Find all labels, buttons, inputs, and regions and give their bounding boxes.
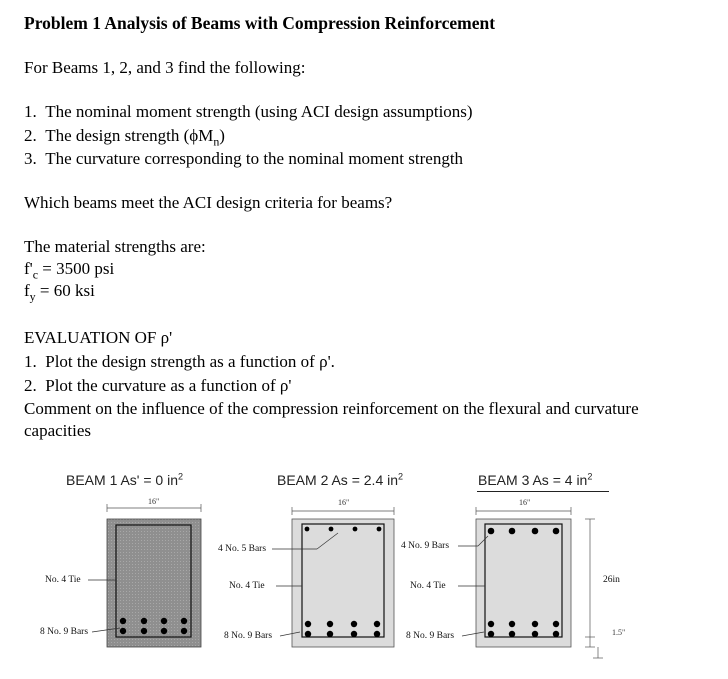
beam-3-tie-label: No. 4 Tie	[410, 581, 446, 591]
fc-prime: '	[29, 259, 33, 278]
beam-3-height-label: 26in	[603, 575, 620, 585]
moment-symbol: M	[198, 126, 214, 145]
fc-value: = 3500 psi	[38, 259, 115, 278]
caption-exponent: 2	[587, 471, 593, 482]
moment-subscript: n	[213, 134, 220, 149]
caption-text: BEAM 2 As = 2.4 in	[277, 472, 399, 488]
beam-3-cover-label: 1.5"	[612, 628, 626, 637]
beam-1-tie-label: No. 4 Tie	[45, 575, 81, 585]
materials-heading: The material strengths are:	[24, 237, 206, 256]
item-text: Plot the design strength as a function of ρ'.	[45, 352, 335, 371]
question-text: Which beams meet the ACI design criteria for beams?	[24, 193, 393, 212]
concrete-section	[107, 519, 201, 647]
beam-2-tie-label: No. 4 Tie	[229, 581, 265, 591]
task-number: 2.	[24, 126, 37, 145]
task-number: 3.	[24, 149, 37, 168]
beam-1-width-label: 16"	[148, 497, 160, 506]
fy-symbol: f	[24, 281, 30, 300]
caption-text: BEAM 1 As' = 0 in	[66, 472, 179, 488]
item-number: 1.	[24, 352, 37, 371]
beam-2-width-label: 16"	[338, 498, 350, 507]
fc-subscript: c	[32, 267, 39, 282]
page-title: Problem 1 Analysis of Beams with Compression Reinforcement	[24, 13, 496, 33]
concrete-section	[476, 519, 571, 647]
beam-3-width-label: 16"	[519, 498, 531, 507]
fc-symbol: f	[24, 259, 30, 278]
intro-text: For Beams 1, 2, and 3 find the following:	[24, 58, 306, 77]
caption-exponent: 2	[178, 471, 184, 482]
beam-2-section	[272, 507, 394, 647]
fy-value: = 60 ksi	[35, 281, 95, 300]
task-text: The design strength (	[45, 126, 190, 145]
item-number: 2.	[24, 376, 37, 395]
beam-3-top-bars-label: 4 No. 9 Bars	[401, 541, 450, 551]
caption-text: BEAM 3 As = 4 in	[478, 472, 588, 488]
beam-1-bottom-bars-label: 8 No. 9 Bars	[40, 627, 89, 637]
task-text: The curvature corresponding to the nominal moment strength	[45, 149, 464, 168]
concrete-section	[292, 519, 394, 647]
caption-exponent: 2	[398, 471, 404, 482]
beam-2-bottom-bars-label: 8 No. 9 Bars	[224, 631, 273, 641]
comment-line-2: capacities	[24, 421, 92, 440]
item-text: Plot the curvature as a function of ρ'	[45, 376, 292, 395]
beam-2-top-bars-label: 4 No. 5 Bars	[218, 544, 267, 554]
beam-1-section	[88, 504, 201, 647]
fy-subscript: y	[29, 289, 36, 304]
task-number: 1.	[24, 102, 37, 121]
comment-line-1: Comment on the influence of the compression reinforcement on the flexural and curvature	[24, 399, 639, 418]
task-text-end: )	[219, 126, 225, 145]
phi-symbol: ϕ	[189, 126, 199, 145]
evaluation-heading: EVALUATION OF ρ'	[24, 328, 173, 347]
task-text: The nominal moment strength (using ACI design assumptions)	[45, 102, 473, 121]
beam-3-bottom-bars-label: 8 No. 9 Bars	[406, 631, 455, 641]
beam-3-section	[458, 507, 603, 658]
